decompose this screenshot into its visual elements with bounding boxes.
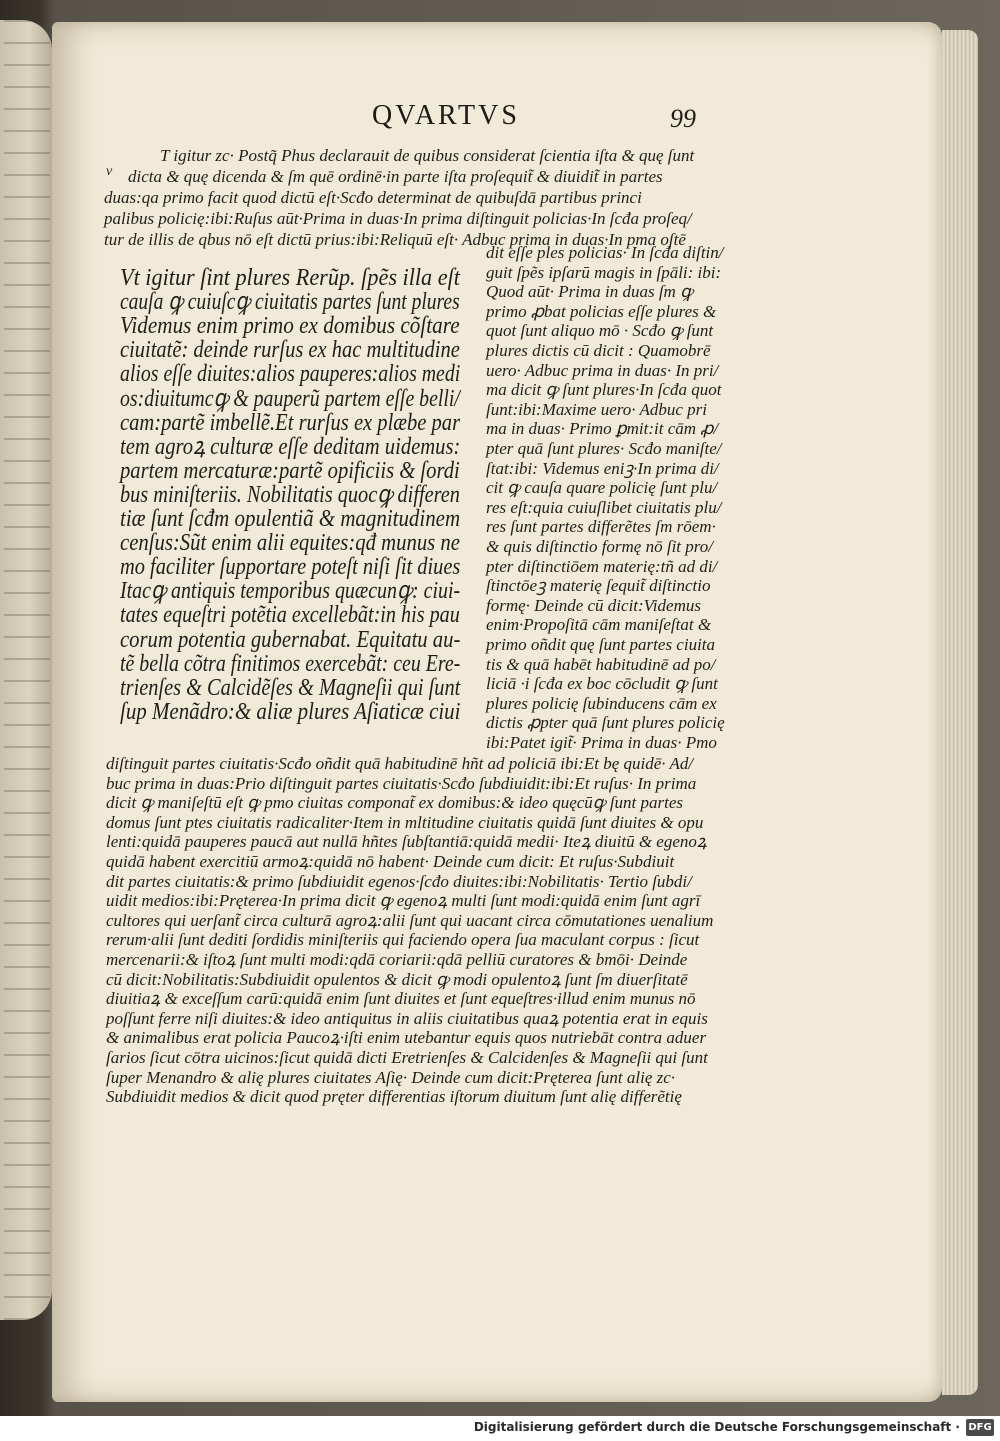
commentary-right-line: primo ꝓbat policias eſſe plures & [486, 301, 717, 321]
commentary-top-line: palibus policię:ibi:Ruſus aūt·Prima in duas·In prima diſtinguit policias·In ſcđa proſeq/ [104, 209, 692, 228]
commentary-right-line: tis & quā habēt habitudinē ad po/ [486, 654, 716, 674]
commentary-right-line: ibi:Patet igit̃· Prima in duas· Pmo [486, 733, 717, 752]
commentary-right-line: res eſt:quia cuiuſlibet ciuitatis plu/ [486, 497, 722, 517]
commentary-right-line: ma dicit ꝙ ſunt plures·In ſcđa quot [486, 380, 722, 400]
dfg-logo: DFG [966, 1419, 994, 1436]
commentary-bottom-line: ſuper Menandro & alię plures ciuitates Aſię· Deinde cum dicit:Pręterea ſunt alię zc· [106, 1067, 676, 1087]
facing-page-edge [0, 20, 52, 1320]
commentary-bottom-line: quidā habent exercitiū armoꝝ:quidā nō habent· Deinde cum dicit: Et ruſus·Subdiuit [106, 852, 675, 871]
running-head: QVARTVS [372, 100, 520, 131]
text-main-line: corum potentia gubernabat. Equitatu au- [120, 626, 461, 653]
text-main-line: tem agroꝝ culturæ eſſe deditam uidemus: [120, 433, 461, 460]
commentary-right-line: primo oñdit quę ſunt partes ciuita [486, 635, 716, 654]
commentary-right-line: dictis ꝓpter quā ſunt plures policię [486, 713, 725, 733]
text-main-line: cam:partẽ imbellẽ.Et rurſus ex plæbe par [120, 409, 461, 436]
commentary-bottom-line: rerum·alii ſunt dediti ſordidis miniſteriis qui faciendo opera ſua maculant corpus : ſicut [106, 930, 700, 950]
text-main-line: tẽ bella cõtra finitimos exercebãt: ceu Ere- [120, 650, 461, 677]
commentary-right-line: & quis diſtinctio formę nō ſit pro/ [486, 537, 713, 556]
text-main-line: mo faciliter ſupportare poteſt niſi ſit diues [120, 554, 461, 581]
text-main-line: partem mercaturæ:partẽ opificiis & ſordi [120, 457, 460, 484]
commentary-right-line: plures dictis cū dicit : Quamobrē [486, 341, 711, 360]
commentary-top-line: duas:qa primo facit quod dictū eſt·Scđo determinat de quibuſdā partibus princi [104, 188, 642, 207]
text-main-line: Itacꝙ antiquis temporibus quæcunꝙ: ciui- [120, 578, 461, 605]
text-main-line: ciuitatẽ: deinde rurſus ex hac multitudine [120, 337, 460, 364]
commentary-bottom-line: mercenarii:& iſtoꝝ ſunt multi modi:qdā coriarii:qdā pelliū curatores & bmōi· Deinde [106, 950, 688, 969]
funding-credit: Digitalisierung gefördert durch die Deutsche Forschungsgemeinschaft · [473, 1420, 960, 1434]
commentary-bottom-line: lenti:quidā pauperes paucā aut nullā hñtes ſubſtantiā:quidā medii· Iteꝝ diuitū & egenoꝝ [106, 832, 707, 852]
text-main-line: Videmus enim primo ex domibus cõſtare [120, 313, 460, 340]
commentary-right-line: ma in duas· Primo ꝑmit:it cām ꝓ/ [486, 419, 719, 439]
commentary-right-line: pter quā ſunt plures· Scđo maniſte/ [486, 439, 722, 458]
commentary-right-line: quot ſunt aliquo mō · Scđo ꝙ ſunt [486, 321, 714, 341]
commentary-bottom-line: Subdiuidit medios & dicit quod pręter differentias iſtorum diuitum ſunt alię differẽtię [106, 1087, 682, 1107]
text-main-line: cauſa ꝙ cuiuſcꝙ ciuitatis partes ſunt plures [120, 289, 460, 316]
commentary-right-line: ſunt:ibi:Maxime uero· Adbuc pri [486, 399, 707, 419]
commentary-bottom-line: diſtinguit partes ciuitatis·Scđo oñdit quā habitudinē hñt ad policiā ibi:Et bę quidē· Ad/ [106, 754, 694, 773]
commentary-right-line: dit eſſe ples policias· In ſcđa diſtin/ [486, 243, 724, 262]
commentary-bottom-line: dit partes ciuitatis:& primo ſubdiuidit egenos·ſcđo diuites:ibi:Nobilitatis· Tertio ſubdi/ [106, 871, 692, 891]
commentary-bottom-line: diuitiaꝝ & exceſſum carū:quidā enim ſunt diuites et ſunt equeſtres·illud enim munus nō [106, 989, 696, 1009]
commentary-right-line: plures policię ſubinducens cām ex [486, 693, 717, 713]
commentary-right-line: ſtat:ibi: Videmus eniꝫ·In prima di/ [486, 458, 719, 478]
page-number: 99 [670, 104, 696, 133]
margin-mark: v [106, 164, 113, 179]
text-main-line: tates equeſtri potẽtia excellebãt:in his pau [120, 602, 460, 629]
commentary-bottom-line: dicit ꝙ maniſeſtū eſt ꝙ pmo ciuitas componat̃ ex domibus:& ideo quęcūꝙ ſunt partes [106, 793, 684, 813]
commentary-right-line: Quod aūt· Prima in duas ſm ꝙ [486, 282, 693, 302]
footer-bar [0, 1416, 1000, 1441]
commentary-top-line: tur de illis de qbus nō eſt dictū prius:ibi:Reliquū eſt· Adbuc prima in duas·In pma oſtē [104, 230, 686, 249]
text-main-line: tiæ ſunt ſcđm opulentiã & magnitudinem [120, 506, 461, 532]
commentary-right-line: cit ꝙ cauſa quare policię ſunt plu/ [486, 478, 718, 498]
commentary-right-line: formę· Deinde cū dicit:Videmus [486, 595, 701, 615]
text-main-line: bus miniſteriis. Nobilitatis quocꝙ differen [120, 481, 460, 508]
text-main-line: trienſes & Calcidẽſes & Magneſii qui ſunt [120, 674, 461, 701]
commentary-bottom-line: buc prima in duas:Prio diſtinguit partes ciuitatis·Scđo ſubdiuidit:ibi:Et ruſus· In prima [106, 773, 697, 793]
commentary-right-line: uero· Adbuc prima in duas· In pri/ [486, 360, 719, 380]
text-main-line: os:diuitumcꝙ & pauperũ partem eſſe belli/ [120, 385, 460, 412]
commentary-bottom-line: & animalibus erat policia Paucoꝝ·iſti enim utebantur equis quos nutriebāt contra aduer [106, 1028, 707, 1048]
page-edges [942, 30, 978, 1395]
commentary-bottom-line: cultores qui uerſant̃ circa culturā agroꝝ:alii ſunt qui uacant circa cōmutationes uenalium [106, 910, 714, 930]
commentary-bottom-line: ſarios ſicut cōtra uicinos:ſicut quidā dicti Eretrienſes & Calcidenſes & Magneſii qui ſunt [106, 1048, 708, 1067]
commentary-bottom-line: cū dicit:Nobilitatis:Subdiuidit opulentos & dicit ꝙ modi opulentoꝝ ſunt ſm diuerſitatē [106, 969, 688, 989]
text-main-line: alios eſſe diuites:alios pauperes:alios medi [120, 361, 461, 388]
commentary-right-line: enim·Propoſitā cām maniſeſtat & [486, 615, 712, 635]
commentary-bottom-line: uidit medios:ibi:Pręterea·In prima dicit ꝙ egenoꝝ multi ſunt modi:quidā enim ſunt agrī [106, 891, 701, 911]
text-main-line: ſup Menãdro:& aliæ plures Aſiaticæ ciui [120, 698, 461, 725]
commentary-right-line: res ſunt partes differẽtes ſm rōem· [486, 517, 716, 537]
commentary-bottom-line: domus ſunt ptes ciuitatis radicaliter·Item in mltitudine ciuitatis quidā ſunt diuites & opu [106, 812, 704, 832]
commentary-right-line: guit ſpẽs ipſarū magis in ſpāli: ibi: [486, 262, 722, 282]
commentary-right-line: ſtinctōeꝫ materię ſequit̃ diſtinctio [486, 576, 711, 596]
text-main-line: cenſus:Sũt enim alii equites:qđ munus ne [120, 530, 460, 557]
commentary-bottom-line: poſſunt ferre niſi diuites:& ideo antiquitus in aliis ciuitatibus quaꝝ potentia erat in equis [106, 1008, 708, 1028]
commentary-right-line: liciā ·i ſcđa ex boc cōcludit ꝙ ſunt [486, 674, 718, 694]
text-main-line: Vt igitur ſint plures Rerũp. ſpẽs illa eſt [120, 265, 460, 291]
commentary-right-line: pter diſtinctiōem materię:tñ ad di/ [486, 556, 718, 576]
commentary-top-line: dicta & quę dicenda & ſm quē ordinē·in parte iſta proſequit̃ & diuidit̃ in partes [128, 167, 663, 186]
commentary-top-line: T igitur zc· Postq̃ Phus declarauit de quibus considerat ſcientia iſta & quę ſunt [160, 146, 695, 165]
